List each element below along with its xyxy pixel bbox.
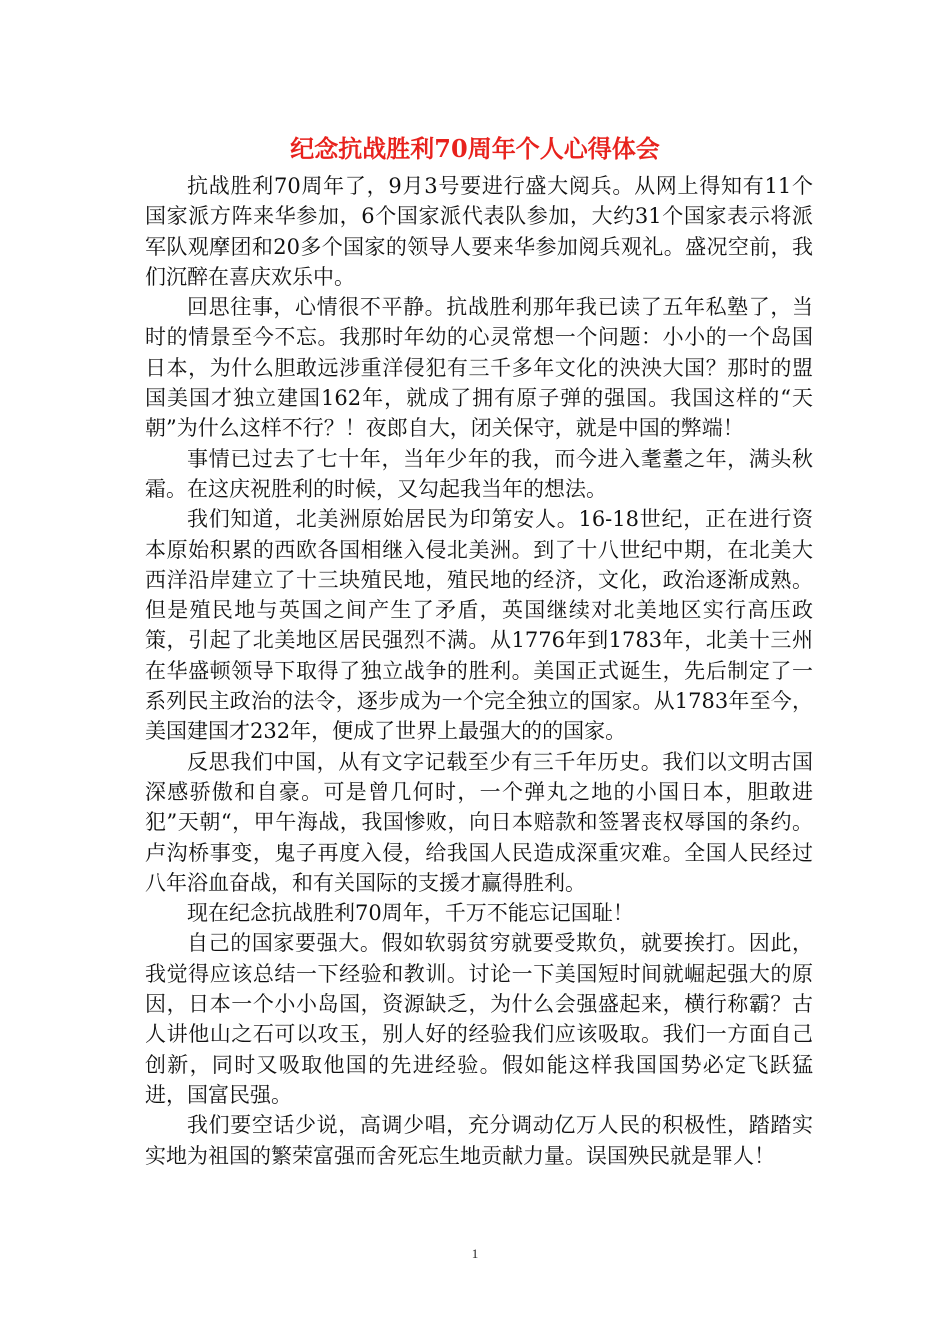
paragraph-5: 反思我们中国，从有文字记载至少有三千年历史。我们以文明古国深感骄傲和自豪。可是曾几何时，一个弹丸之地的小国日本，胆敢进犯”天朝“，甲午海战，我国惨败，向日本赔款和签署丧权辱国的条约。卢沟桥事变，鬼子再度入侵，给我国人民造成深重灾难。全国人民经过八年浴血奋战，和有关国际的支援才赢得胜利。: [145, 749, 813, 895]
paragraph-3: 事情已过去了七十年，当年少年的我，而今进入耄耋之年，满头秋霜。在这庆祝胜利的时候，又勾起我当年的想法。: [145, 446, 813, 501]
paragraph-6: 现在纪念抗战胜利70周年，千万不能忘记国耻！: [187, 901, 634, 926]
paragraph-4: 我们知道，北美洲原始居民为印第安人。16-18世纪，正在进行资本原始积累的西欧各国相继入侵北美洲。到了十八世纪中期，在北美大西洋沿岸建立了十三块殖民地，殖民地的经济，文化，政治逐渐成熟。但是殖民地与英国之间产生了矛盾，英国继续对北美地区实行高压政策，引起了北美地区居民强烈不满。从1776年到1783年，北美十三州在华盛顿领导下取得了独立战争的胜利。美国正式诞生，先后制定了一系列民主政治的法令，逐步成为一个完全独立的国家。从1783年至今，美国建国才232年，便成了世界上最强大的的国家。: [145, 507, 813, 744]
document-body: [145, 171, 813, 1171]
page-number: 1: [471, 1246, 479, 1261]
document-title: 纪念抗战胜利70周年个人心得体会: [290, 134, 660, 163]
paragraph-7: 自己的国家要强大。假如软弱贫穷就要受欺负，就要挨打。因此，我觉得应该总结一下经验和教训。讨论一下美国短时间就崛起强大的原因，日本一个小小岛国，资源缺乏，为什么会强盛起来，横行称霸？古人讲他山之石可以攻玉，别人好的经验我们应该吸取。我们一方面自己创新，同时又吸取他国的先进经验。假如能这样我国国势必定飞跃猛进，国富民强。: [145, 931, 813, 1107]
paragraph-8: 我们要空话少说，高调少唱，充分调动亿万人民的积极性，踏踏实实地为祖国的繁荣富强而舍死忘生地贡献力量。误国殃民就是罪人！: [145, 1113, 813, 1168]
paragraph-1: 抗战胜利70周年了，9月3号要进行盛大阅兵。从网上得知有11个国家派方阵来华参加，6个国家派代表队参加，大约31个国家表示将派军队观摩团和20多个国家的领导人要来华参加阅兵观礼。盛况空前，我们沉醉在喜庆欢乐中。: [145, 174, 813, 289]
paragraph-2: 回思往事，心情很不平静。抗战胜利那年我已读了五年私塾了，当时的情景至今不忘。我那时年幼的心灵常想一个问题：小小的一个岛国日本，为什么胆敢远涉重洋侵犯有三千多年文化的泱泱大国？那时的盟国美国才独立建国162年，就成了拥有原子弹的强国。我国这样的“天朝”为什么这样不行？！夜郎自大，闭关保守，就是中国的弊端！: [145, 295, 813, 441]
